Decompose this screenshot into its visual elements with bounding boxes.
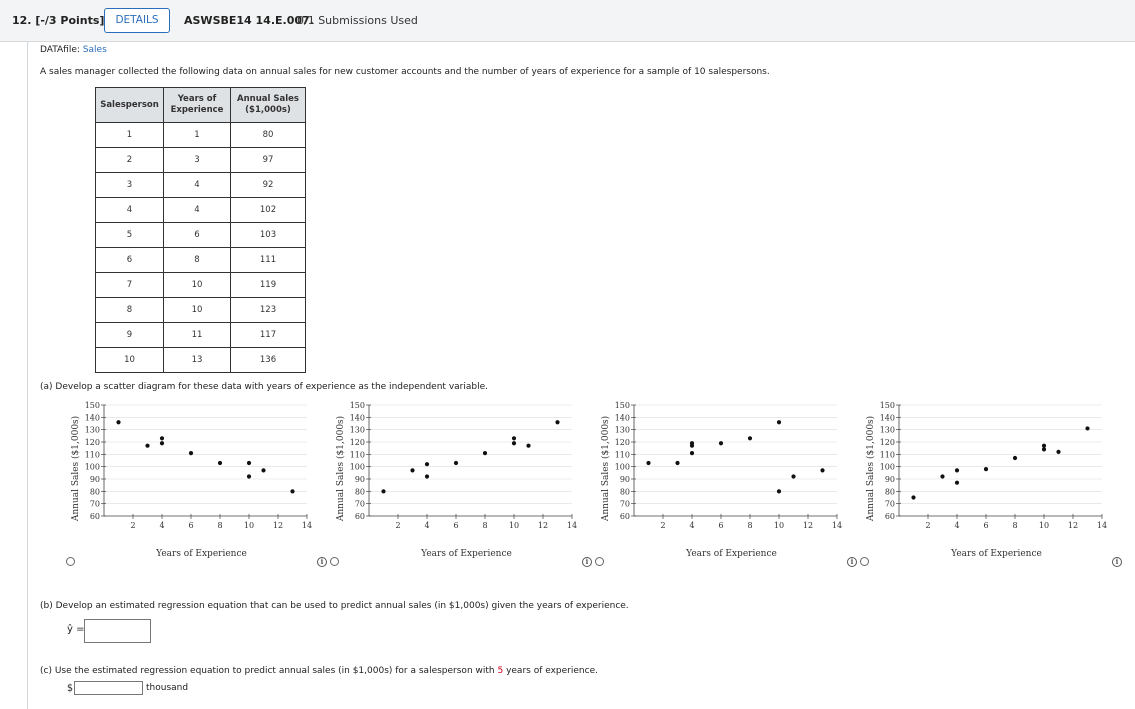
table-cell: 4 bbox=[164, 173, 231, 198]
table-cell: 111 bbox=[231, 248, 306, 273]
table-row bbox=[96, 223, 306, 248]
table-cell: 2 bbox=[96, 148, 164, 173]
data-point bbox=[646, 461, 650, 465]
scatter-chart bbox=[65, 398, 315, 568]
column-header bbox=[231, 88, 306, 123]
data-point bbox=[1042, 444, 1046, 448]
y-tick-label: 130 bbox=[84, 425, 100, 435]
data-point bbox=[1013, 456, 1017, 460]
table-cell: 4 bbox=[96, 198, 164, 223]
data-point bbox=[247, 474, 251, 478]
y-tick-label: 120 bbox=[614, 438, 630, 447]
x-axis-label: Years of Experience bbox=[686, 549, 777, 559]
y-tick-label: 90 bbox=[354, 475, 365, 484]
scatter-chart bbox=[330, 398, 580, 568]
data-point bbox=[1042, 447, 1046, 451]
part-b-prompt: (b) Develop an estimated regression equation that can be used to predict annual sales (in $1,000s) given the years of experience. bbox=[40, 601, 629, 611]
table-row bbox=[96, 348, 306, 373]
question-id: ASWSBE14 14.E.007. bbox=[184, 14, 314, 27]
data-point bbox=[454, 461, 458, 465]
x-tick-label: 2 bbox=[395, 521, 401, 530]
table-cell: 80 bbox=[231, 123, 306, 148]
x-tick-label: 4 bbox=[424, 521, 430, 530]
y-tick-label: 100 bbox=[349, 462, 365, 472]
y-tick-label: 80 bbox=[619, 487, 630, 497]
table-cell: 8 bbox=[96, 298, 164, 323]
y-tick-label: 120 bbox=[84, 438, 100, 447]
x-tick-label: 10 bbox=[243, 521, 255, 530]
data-point bbox=[748, 436, 752, 440]
y-tick-label: 60 bbox=[884, 512, 895, 521]
data-point bbox=[483, 451, 487, 455]
column-header-text: Years of Experience bbox=[170, 94, 224, 115]
table-row bbox=[96, 123, 306, 148]
table-cell: 10 bbox=[164, 298, 231, 323]
datafile-line bbox=[40, 45, 107, 55]
data-point bbox=[247, 461, 251, 465]
y-tick-label: 70 bbox=[884, 499, 895, 509]
table-cell: 97 bbox=[231, 148, 306, 173]
x-tick-label: 12 bbox=[272, 521, 284, 530]
x-tick-label: 8 bbox=[747, 521, 753, 530]
data-point bbox=[955, 481, 959, 485]
y-tick-label: 100 bbox=[879, 462, 895, 472]
part-a-prompt: (a) Develop a scatter diagram for these data with years of experience as the independent variable. bbox=[40, 382, 488, 392]
x-tick-label: 2 bbox=[925, 521, 931, 530]
table-cell: 117 bbox=[231, 323, 306, 348]
y-tick-label: 70 bbox=[89, 499, 100, 509]
y-tick-label: 150 bbox=[349, 401, 365, 410]
table-cell: 10 bbox=[96, 348, 164, 373]
table-cell: 13 bbox=[164, 348, 231, 373]
y-tick-label: 80 bbox=[884, 487, 895, 497]
datafile-label: DATAfile: bbox=[40, 45, 80, 55]
y-tick-label: 80 bbox=[89, 487, 100, 497]
table-row bbox=[96, 148, 306, 173]
table-cell: 1 bbox=[96, 123, 164, 148]
data-point bbox=[261, 468, 265, 472]
regression-equation-input[interactable] bbox=[84, 619, 151, 643]
table-cell: 10 bbox=[164, 273, 231, 298]
x-tick-label: 8 bbox=[217, 521, 223, 530]
y-tick-label: 90 bbox=[884, 475, 895, 484]
x-tick-label: 6 bbox=[718, 521, 724, 530]
data-point bbox=[290, 489, 294, 493]
y-tick-label: 120 bbox=[349, 438, 365, 447]
table-cell: 3 bbox=[96, 173, 164, 198]
y-tick-label: 90 bbox=[89, 475, 100, 484]
y-tick-label: 110 bbox=[879, 450, 895, 460]
column-header bbox=[164, 88, 231, 123]
info-icon[interactable]: i bbox=[582, 557, 592, 567]
table-cell: 103 bbox=[231, 223, 306, 248]
table-cell: 4 bbox=[164, 198, 231, 223]
y-tick-label: 130 bbox=[349, 425, 365, 435]
unit-label: thousand bbox=[146, 683, 189, 693]
data-point bbox=[690, 451, 694, 455]
x-tick-label: 2 bbox=[660, 521, 666, 530]
y-tick-label: 130 bbox=[614, 425, 630, 435]
data-point bbox=[189, 451, 193, 455]
y-tick-label: 140 bbox=[614, 413, 630, 423]
x-tick-label: 10 bbox=[1038, 521, 1050, 530]
y-tick-label: 70 bbox=[354, 499, 365, 509]
x-tick-label: 6 bbox=[453, 521, 459, 530]
table-cell: 9 bbox=[96, 323, 164, 348]
x-axis-label: Years of Experience bbox=[156, 549, 247, 559]
info-icon[interactable]: i bbox=[847, 557, 857, 567]
table-header-row bbox=[96, 88, 306, 123]
data-point bbox=[425, 474, 429, 478]
y-tick-label: 100 bbox=[84, 462, 100, 472]
data-point bbox=[160, 441, 164, 445]
y-tick-label: 70 bbox=[619, 499, 630, 509]
scatter-chart bbox=[595, 398, 845, 568]
data-point bbox=[777, 489, 781, 493]
data-point bbox=[410, 468, 414, 472]
x-tick-label: 12 bbox=[1067, 521, 1079, 530]
x-tick-label: 10 bbox=[773, 521, 785, 530]
table-cell: 5 bbox=[96, 223, 164, 248]
table-cell: 1 bbox=[164, 123, 231, 148]
predicted-sales-input[interactable] bbox=[74, 681, 143, 695]
data-point bbox=[690, 441, 694, 445]
datafile-link[interactable]: Sales bbox=[82, 45, 107, 55]
y-tick-label: 130 bbox=[879, 425, 895, 435]
years-value: 5 bbox=[497, 666, 504, 676]
table-cell: 3 bbox=[164, 148, 231, 173]
table-cell: 123 bbox=[231, 298, 306, 323]
data-table bbox=[95, 87, 306, 373]
y-tick-label: 60 bbox=[354, 512, 365, 521]
x-tick-label: 4 bbox=[954, 521, 960, 530]
x-tick-label: 8 bbox=[1012, 521, 1018, 530]
x-tick-label: 12 bbox=[537, 521, 549, 530]
data-point bbox=[777, 420, 781, 424]
data-point bbox=[425, 462, 429, 466]
part-c-text-pre: (c) Use the estimated regression equation to predict annual sales (in $1,000s) for a salesperson with bbox=[40, 666, 498, 676]
radio-option-4[interactable] bbox=[860, 557, 869, 566]
x-tick-label: 2 bbox=[130, 521, 136, 530]
y-tick-label: 110 bbox=[349, 450, 365, 460]
table-cell: 119 bbox=[231, 273, 306, 298]
data-point bbox=[955, 468, 959, 472]
column-header: Salesperson bbox=[96, 88, 164, 123]
question-header bbox=[0, 0, 1135, 42]
data-point bbox=[1085, 426, 1089, 430]
radio-option-2[interactable] bbox=[330, 557, 339, 566]
data-point bbox=[719, 441, 723, 445]
scatter-plot-option-3 bbox=[595, 398, 845, 568]
table-cell: 136 bbox=[231, 348, 306, 373]
y-axis-label: Annual Sales ($1,000s) bbox=[866, 415, 876, 522]
y-tick-label: 150 bbox=[879, 401, 895, 410]
info-icon[interactable]: i bbox=[1112, 557, 1122, 567]
table-row bbox=[96, 323, 306, 348]
question-number: 12. [-/3 Points] bbox=[12, 14, 105, 27]
x-tick-label: 14 bbox=[301, 521, 313, 530]
scatter-plot-option-4 bbox=[860, 398, 1110, 568]
data-point bbox=[381, 489, 385, 493]
part-c-prompt bbox=[40, 666, 598, 676]
table-cell: 6 bbox=[164, 223, 231, 248]
details-button[interactable]: DETAILS bbox=[104, 8, 170, 33]
table-row bbox=[96, 273, 306, 298]
x-tick-label: 6 bbox=[188, 521, 194, 530]
y-tick-label: 120 bbox=[879, 438, 895, 447]
data-point bbox=[940, 474, 944, 478]
data-point bbox=[512, 436, 516, 440]
y-tick-label: 90 bbox=[619, 475, 630, 484]
part-c-text-post: years of experience. bbox=[503, 666, 598, 676]
data-point bbox=[160, 436, 164, 440]
y-tick-label: 150 bbox=[84, 401, 100, 410]
y-tick-label: 60 bbox=[619, 512, 630, 521]
table-row bbox=[96, 198, 306, 223]
y-axis-label: Annual Sales ($1,000s) bbox=[71, 415, 81, 522]
y-axis-label: Annual Sales ($1,000s) bbox=[336, 415, 346, 522]
problem-intro: A sales manager collected the following data on annual sales for new customer accounts and the number of years of experience for a sample of 10 salespersons. bbox=[40, 67, 770, 77]
table-row bbox=[96, 248, 306, 273]
x-axis-label: Years of Experience bbox=[951, 549, 1042, 559]
y-axis-label: Annual Sales ($1,000s) bbox=[601, 415, 611, 522]
data-point bbox=[116, 420, 120, 424]
submissions-count: 0/1 Submissions Used bbox=[297, 14, 418, 27]
x-tick-label: 14 bbox=[831, 521, 843, 530]
x-tick-label: 6 bbox=[983, 521, 989, 530]
x-tick-label: 4 bbox=[689, 521, 695, 530]
y-tick-label: 100 bbox=[614, 462, 630, 472]
x-tick-label: 14 bbox=[1096, 521, 1108, 530]
scatter-plot-option-1 bbox=[65, 398, 315, 568]
data-point bbox=[675, 461, 679, 465]
data-point bbox=[218, 461, 222, 465]
y-tick-label: 110 bbox=[84, 450, 100, 460]
scatter-chart bbox=[860, 398, 1110, 568]
table-cell: 8 bbox=[164, 248, 231, 273]
x-tick-label: 4 bbox=[159, 521, 165, 530]
y-tick-label: 140 bbox=[84, 413, 100, 423]
radio-option-3[interactable] bbox=[595, 557, 604, 566]
x-tick-label: 14 bbox=[566, 521, 578, 530]
x-axis-label: Years of Experience bbox=[421, 549, 512, 559]
y-tick-label: 80 bbox=[354, 487, 365, 497]
table-cell: 92 bbox=[231, 173, 306, 198]
data-point bbox=[512, 441, 516, 445]
y-tick-label: 140 bbox=[349, 413, 365, 423]
table-row bbox=[96, 298, 306, 323]
table-row bbox=[96, 173, 306, 198]
scatter-plot-option-2 bbox=[330, 398, 580, 568]
x-tick-label: 10 bbox=[508, 521, 520, 530]
table-cell: 11 bbox=[164, 323, 231, 348]
column-header-text: Annual Sales ($1,000s) bbox=[237, 94, 299, 115]
data-point bbox=[526, 444, 530, 448]
yhat-label: ŷ = bbox=[67, 624, 85, 635]
y-tick-label: 60 bbox=[89, 512, 100, 521]
radio-option-1[interactable] bbox=[66, 557, 75, 566]
info-icon[interactable]: i bbox=[317, 557, 327, 567]
data-point bbox=[555, 420, 559, 424]
data-point bbox=[911, 495, 915, 499]
table-cell: 7 bbox=[96, 273, 164, 298]
x-tick-label: 12 bbox=[802, 521, 814, 530]
y-tick-label: 110 bbox=[614, 450, 630, 460]
y-tick-label: 150 bbox=[614, 401, 630, 410]
data-point bbox=[820, 468, 824, 472]
left-border bbox=[27, 42, 28, 709]
data-point bbox=[791, 474, 795, 478]
data-point bbox=[145, 444, 149, 448]
table-cell: 6 bbox=[96, 248, 164, 273]
data-point bbox=[984, 467, 988, 471]
data-point bbox=[1056, 450, 1060, 454]
y-tick-label: 140 bbox=[879, 413, 895, 423]
currency-symbol: $ bbox=[67, 683, 74, 694]
x-tick-label: 8 bbox=[482, 521, 488, 530]
table-cell: 102 bbox=[231, 198, 306, 223]
